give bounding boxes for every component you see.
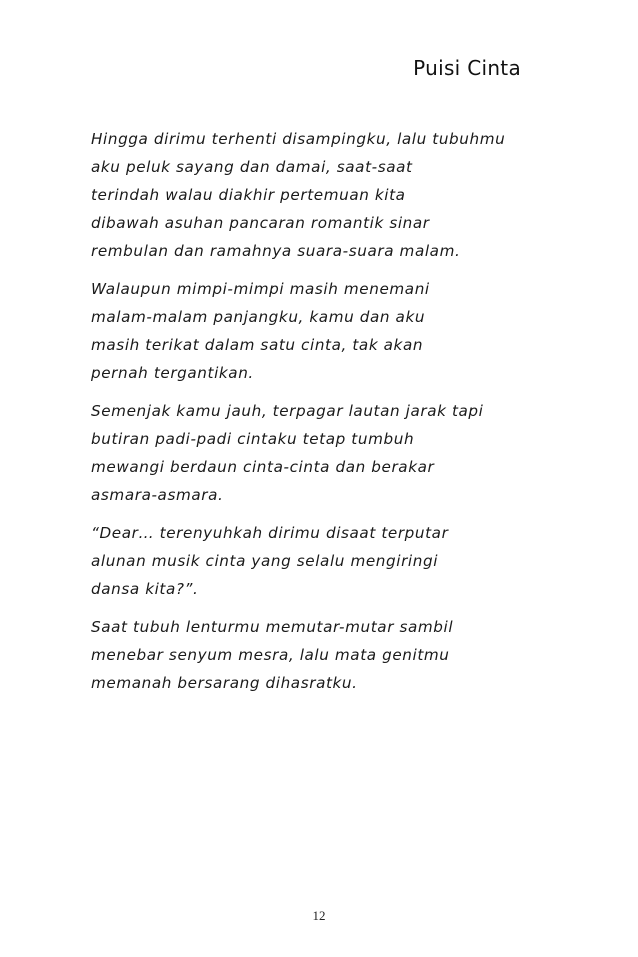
stanza-4 [91,519,551,603]
stanza-2 [91,275,551,387]
poem-line: memanah bersarang dihasratku. [91,674,358,692]
poem-line: masih terikat dalam satu cinta, tak akan [91,336,424,354]
stanza-3 [91,397,551,509]
poem-line: menebar senyum mesra, lalu mata genitmu [91,646,450,664]
poem-line: Walaupun mimpi-mimpi masih menemani [91,280,430,298]
page-title: Puisi Cinta [413,56,521,80]
poem-line: butiran padi-padi cintaku tetap tumbuh [91,430,415,448]
poem-line: dibawah asuhan pancaran romantik sinar [91,214,430,232]
poem-line: terindah walau diakhir pertemuan kita [91,186,406,204]
poem-line: Saat tubuh lenturmu memutar-mutar sambil [91,618,454,636]
poem-line: Semenjak kamu jauh, terpagar lautan jarak tapi [91,402,484,420]
poem-line: “Dear… terenyuhkah dirimu disaat terputar [91,524,449,542]
poem-line: asmara-asmara. [91,486,224,504]
poem-body [91,125,551,707]
poem-line: rembulan dan ramahnya suara-suara malam. [91,242,461,260]
stanza-1 [91,125,551,265]
poem-line: dansa kita?”. [91,580,199,598]
poem-line: alunan musik cinta yang selalu mengiringi [91,552,439,570]
poem-line: pernah tergantikan. [91,364,254,382]
poem-line: malam-malam panjangku, kamu dan aku [91,308,426,326]
poem-line: Hingga dirimu terhenti disampingku, lalu tubuhmu [91,130,506,148]
page-number: 12 [312,908,326,923]
poem-line: mewangi berdaun cinta-cinta dan berakar [91,458,435,476]
stanza-5 [91,613,551,697]
poem-line: aku peluk sayang dan damai, saat-saat [91,158,413,176]
